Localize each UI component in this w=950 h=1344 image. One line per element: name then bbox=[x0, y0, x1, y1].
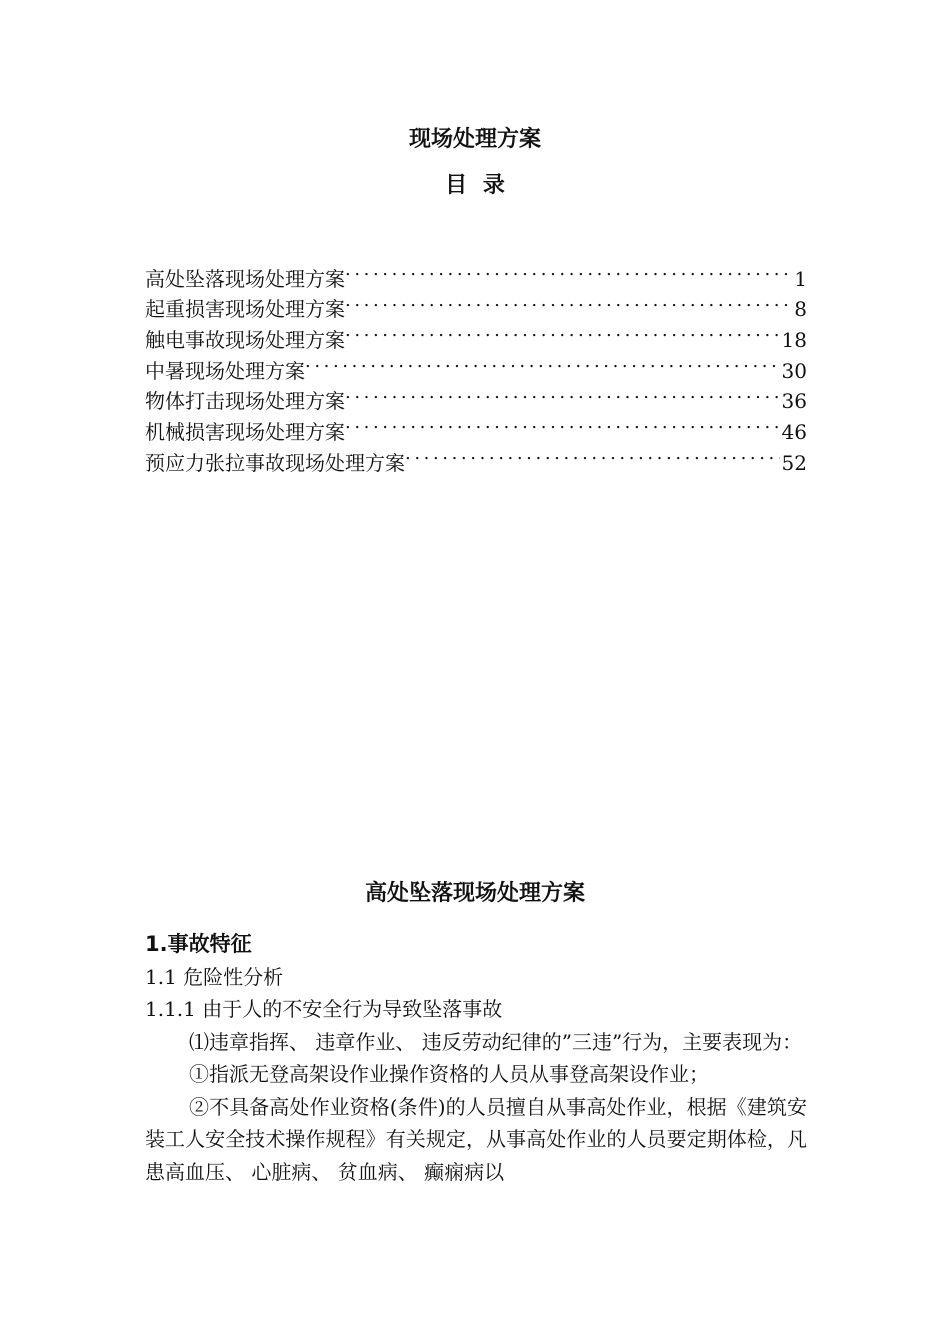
heading-1-1-1: 1.1.1 由于人的不安全行为导致坠落事故 bbox=[145, 997, 503, 1021]
toc-entry-label: 起重损害现场处理方案 bbox=[145, 297, 345, 322]
toc-leader-dots bbox=[345, 316, 780, 347]
toc-leader-dots bbox=[345, 408, 780, 439]
toc-leader-dots bbox=[305, 347, 780, 378]
toc-entry-page: 52 bbox=[781, 450, 807, 475]
toc-entry-label: 中暑现场处理方案 bbox=[145, 358, 305, 383]
toc-entry-label: 预应力张拉事故现场处理方案 bbox=[145, 450, 405, 475]
toc-heading: 目 录 bbox=[445, 173, 505, 198]
toc-entry-label: 机械损害现场处理方案 bbox=[145, 420, 345, 445]
table-of-contents bbox=[145, 255, 807, 475]
heading-1: 1.事故特征 bbox=[145, 932, 252, 956]
section-body bbox=[145, 928, 807, 1188]
toc-entry-page: 46 bbox=[781, 420, 807, 445]
toc-entry-page: 36 bbox=[781, 389, 807, 414]
heading-1-1: 1.1 危险性分析 bbox=[145, 964, 284, 989]
toc-entry-page: 8 bbox=[794, 297, 807, 322]
document-title: 现场处理方案 bbox=[408, 127, 541, 152]
paragraph: ②不具备高处作业资格(条件)的人员擅自从事高处作业，根据《建筑安装工人安全技术操作规程》有关规定，从事高处作业的人员要定期体检，凡患高血压、 心脏病、 贫血病、 癫痫病以 bbox=[145, 1094, 807, 1184]
paragraph: ⑴违章指挥、 违章作业、 违反劳动纪律的”三违”行为，主要表现为： bbox=[189, 1029, 803, 1054]
toc-entry-page: 18 bbox=[781, 328, 807, 353]
toc-entry-page: 1 bbox=[794, 266, 807, 291]
toc-entry[interactable] bbox=[145, 255, 807, 291]
toc-entry-label: 高处坠落现场处理方案 bbox=[145, 266, 345, 291]
toc-leader-dots bbox=[405, 439, 780, 470]
toc-entry-label: 触电事故现场处理方案 bbox=[145, 328, 345, 353]
toc-entry-page: 30 bbox=[781, 358, 807, 383]
toc-leader-dots bbox=[345, 378, 780, 409]
toc-leader-dots bbox=[345, 286, 792, 317]
toc-entry-label: 物体打击现场处理方案 bbox=[145, 389, 345, 414]
toc-leader-dots bbox=[345, 255, 792, 286]
section-title: 高处坠落现场处理方案 bbox=[364, 881, 585, 906]
paragraph: ①指派无登高架设作业操作资格的人员从事登高架设作业； bbox=[189, 1062, 709, 1086]
